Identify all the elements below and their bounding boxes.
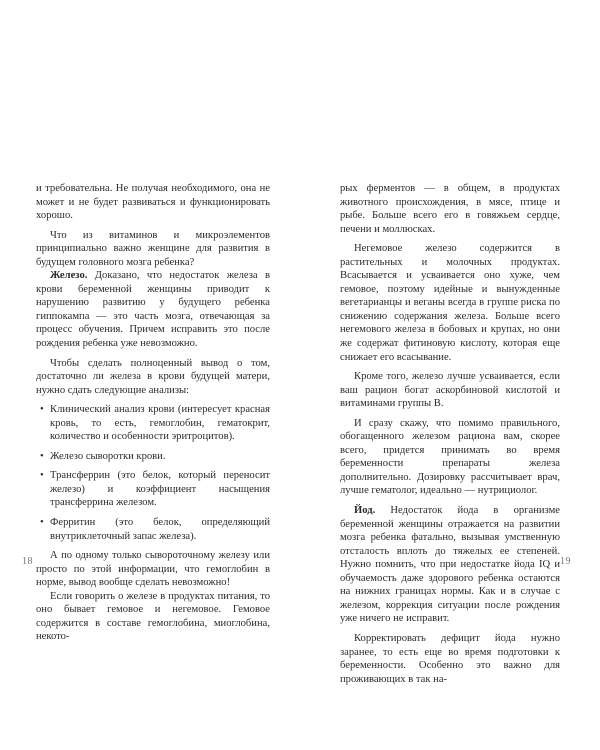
left-page — [36, 182, 270, 644]
list-item — [36, 463, 270, 510]
list-item — [36, 444, 270, 464]
left-paragraph-2: Что из витаминов и микроэлементов принципиально важно женщине для развития в будущем головного мозга ребенка? — [36, 229, 270, 268]
left-paragraph-3 — [36, 269, 270, 350]
page-number-left: 18 — [22, 556, 33, 567]
right-page — [340, 182, 560, 686]
right-paragraph-2: Негемовое железо содержится в растительных и молочных продуктах. Всасывается и усваивается оно хуже, чем гемовое, поэтому идейные и вынужденные вегетарианцы и веганы всегда в группе риска по снижению содержания железа. Больше всего негемового железа в бобовых и крупах, но они же содержат фитиновую кислоту, которая еще снижает его всасывание. — [340, 243, 560, 363]
left-paragraph-6: Если говорить о железе в продуктах питания, то оно бывает гемовое и негемовое. Гемовое содержится в составе гемоглобина, миоглобина, некото- — [36, 590, 270, 643]
list-item — [36, 397, 270, 444]
list-item — [36, 510, 270, 543]
right-paragraph-1: рых ферментов — в общем, в продуктах животного происхождения, в мясе, птице и рыбе. Больше всего его в говяжьем сердце, печени и моллюсках. — [340, 183, 560, 235]
list-item-text: Клинический анализ крови (интересует красная кровь, то есть, гемоглобин, гематокрит, количество и особенности эритроцитов). — [50, 404, 270, 443]
list-item-text: Трансферрин (это белок, который переносит железо) и коэффициент насыщения трансферрина железом. — [50, 470, 270, 509]
left-paragraph-4: Чтобы сделать полноценный вывод о том, достаточно ли железа в крови будущей матери, нужно сдать следующие анализы: — [36, 357, 270, 396]
bullet-icon: • — [40, 470, 44, 482]
right-paragraph-6: Корректировать дефицит йода нужно заранее, то есть еще во время подготовки к беременности. Особенно это важно для проживающих в так на- — [340, 632, 560, 685]
right-paragraph-3: Кроме того, железо лучше усваивается, если ваш рацион богат аскорбиновой кислотой и витаминами группы В. — [340, 371, 560, 410]
bullet-icon: • — [40, 450, 44, 462]
right-paragraph-4: И сразу скажу, что помимо правильного, обогащенного железом рациона вам, скорее всего, придется принимать во время беременности препараты железа дополнительно. Дозировку рассчитывает врач, лучше гематолог, идеально — нутрициолог. — [340, 417, 560, 497]
list-item-text: Железо сыворотки крови. — [50, 450, 166, 462]
right-paragraph-5 — [340, 504, 560, 626]
bullet-icon: • — [40, 404, 44, 416]
left-paragraph-1: и требовательна. Не получая необходимого, она не может и не будет развиваться и функционировать хорошо. — [36, 183, 270, 222]
page-number-right: 19 — [560, 556, 571, 567]
list-item-text: Ферритин (это белок, определяющий внутриклеточный запас железа). — [50, 517, 270, 542]
term-iodine: Йод. — [354, 505, 376, 517]
bullet-icon: • — [40, 517, 44, 529]
left-paragraph-5: А по одному только сывороточному железу или просто по этой информации, что гемоглобин в норме, вывод вообще сделать невозможно! — [36, 550, 270, 589]
right-paragraph-5-text: Недостаток йода в организме беременной женщины отражается на развитии мозга ребенка фатально, вызывая умственную отсталость вплоть до тяжелых ее степеней. Нужно помнить, что при недостатке йода IQ и обучаемость даже здорового ребенка остаются на нижних границах нормы. Как и в случае с железом, коррекция ситуации после рождения уже ничего не исправит. — [340, 505, 560, 625]
left-paragraph-3-text: Доказано, что недостаток железа в крови беременной женщины приводит к нарушению развитию у будущего ребенка гиппокампа — это часть мозга, отвечающая за процесс обучения. Причем исправить это после рождения ребенка уже невозможно. — [36, 270, 270, 350]
analysis-list — [36, 397, 270, 543]
term-iron: Железо. — [50, 270, 88, 282]
